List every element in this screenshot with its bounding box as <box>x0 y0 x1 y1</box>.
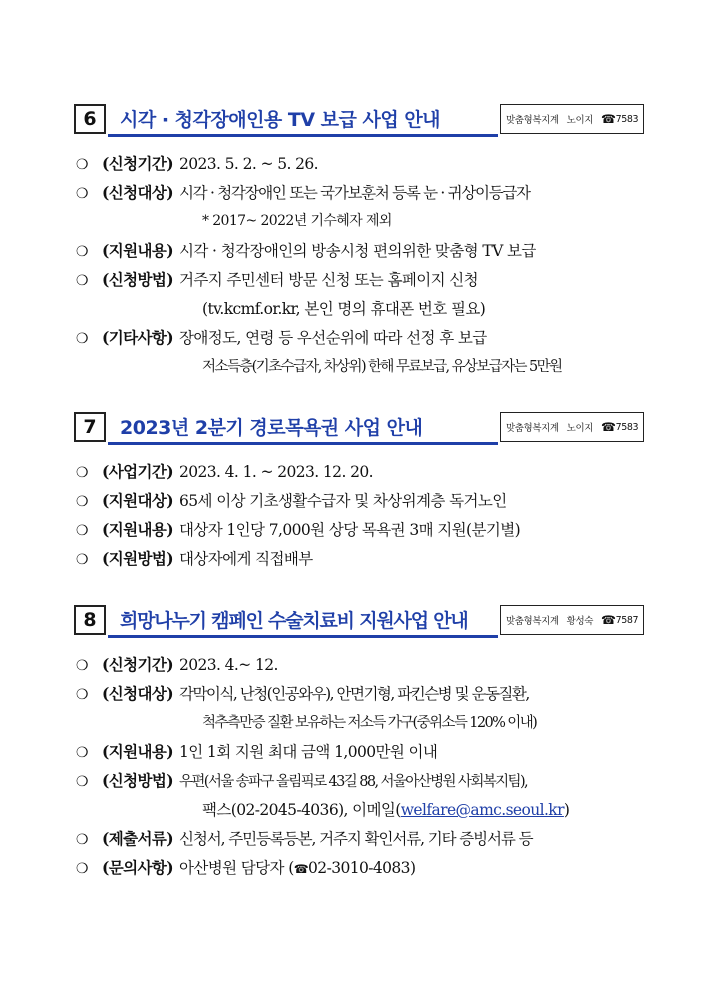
contact-ext: 7583 <box>615 421 639 433</box>
contact-box <box>500 412 644 442</box>
circle-bullet-icon: ❍ <box>76 273 88 289</box>
contact-dept: 맞춤형복지계 <box>506 616 559 627</box>
item-label: (신청방법) <box>102 771 173 790</box>
section-number: 6 <box>74 104 106 134</box>
circle-bullet-icon: ❍ <box>76 244 88 260</box>
item-value: 시각 · 청각장애인의 방송시청 편의위한 맞춤형 TV 보급 <box>178 242 536 260</box>
contact-ext: 7583 <box>615 113 639 125</box>
item-label: (신청기간) <box>102 655 173 674</box>
item-label: (신청기간) <box>102 154 173 173</box>
section-7 <box>74 412 644 568</box>
section-header <box>74 412 644 446</box>
item-label: (신청대상) <box>102 684 173 703</box>
item-value: 대상자에게 직접배부 <box>178 550 313 568</box>
section-title: 희망나누기 캠페인 수술치료비 지원사업 안내 <box>120 610 468 632</box>
circle-bullet-icon: ❍ <box>76 832 88 848</box>
inquiry-suffix: ) <box>409 859 416 877</box>
item-label: (사업기간) <box>102 462 173 481</box>
item-label: (제출서류) <box>102 829 173 848</box>
item-label: (기타사항) <box>102 328 173 347</box>
section-header <box>74 605 644 639</box>
phone-icon: ☎ <box>601 420 616 434</box>
item-value: 1인 1회 지원 최대 금액 1,000만원 이내 <box>178 743 438 761</box>
list-item <box>76 268 644 297</box>
item-value: 2023. 4.~ 12. <box>178 656 278 674</box>
circle-bullet-icon: ❍ <box>76 658 88 674</box>
item-label: (지원방법) <box>102 549 173 568</box>
title-underline <box>108 635 498 638</box>
item-label: (지원내용) <box>102 742 173 761</box>
section-header <box>74 104 644 138</box>
item-value: 거주지 주민센터 방문 신청 또는 홈페이지 신청 <box>178 271 479 289</box>
phone-icon: ☎ <box>601 112 616 126</box>
item-label: (문의사항) <box>102 858 173 877</box>
circle-bullet-icon: ❍ <box>76 687 88 703</box>
contact-ext: 7587 <box>615 614 639 626</box>
list-item <box>76 740 644 769</box>
phone-icon: ☎ <box>601 613 616 627</box>
inquiry-prefix: 아산병원 담당자 ( <box>178 859 294 877</box>
item-label: (신청방법) <box>102 270 173 289</box>
circle-bullet-icon: ❍ <box>76 465 88 481</box>
item-label: (지원대상) <box>102 491 173 510</box>
email-link[interactable]: welfare@amc.seoul.kr <box>400 801 564 819</box>
inquiry-phone: 02-3010-4083 <box>308 859 410 877</box>
list-item <box>76 856 644 885</box>
item-value: 우편(서울 송파구 올림픽로 43길 88, 서울아산병원 사회복지팀), <box>178 774 528 790</box>
list-item-continuation <box>76 210 644 239</box>
list-item <box>76 489 644 518</box>
title-underline <box>108 134 498 137</box>
item-value: 시각 · 청각장애인 또는 국가보훈처 등록 눈 · 귀상이등급자 <box>178 184 530 202</box>
circle-bullet-icon: ❍ <box>76 494 88 510</box>
section-title: 시각 · 청각장애인용 TV 보급 사업 안내 <box>120 109 441 131</box>
circle-bullet-icon: ❍ <box>76 331 88 347</box>
list-item <box>76 326 644 355</box>
section-8 <box>74 605 644 877</box>
item-value: 2023. 5. 2. ~ 5. 26. <box>178 155 318 173</box>
item-value: 각막이식, 난청(인공와우), 안면기형, 파킨슨병 및 운동질환, <box>178 685 529 703</box>
title-underline <box>108 442 498 445</box>
contact-person: 황성숙 <box>566 616 594 627</box>
item-value: * 2017~ 2022년 기수혜자 제외 <box>202 213 392 229</box>
item-list <box>76 152 644 384</box>
item-value: 신청서, 주민등록등본, 거주지 확인서류, 기타 증빙서류 등 <box>178 830 533 848</box>
fax-email-suffix: ) <box>563 801 570 819</box>
list-item <box>76 827 644 856</box>
circle-bullet-icon: ❍ <box>76 774 88 790</box>
contact-person: 노이지 <box>566 423 594 434</box>
list-item <box>76 518 644 547</box>
contact-dept: 맞춤형복지계 <box>506 423 559 434</box>
contact-dept: 맞춤형복지계 <box>506 115 559 126</box>
circle-bullet-icon: ❍ <box>76 861 88 877</box>
list-item <box>76 769 644 798</box>
item-value: 65세 이상 기초생활수급자 및 차상위계층 독거노인 <box>178 492 507 510</box>
list-item <box>76 152 644 181</box>
circle-bullet-icon: ❍ <box>76 552 88 568</box>
list-item <box>76 547 644 576</box>
list-item <box>76 653 644 682</box>
item-value: 대상자 1인당 7,000원 상당 목욕권 3매 지원(분기별) <box>178 521 521 539</box>
item-list <box>76 653 644 885</box>
item-value: 척추측만증 질환 보유하는 저소득 가구(중위소득 120% 이내) <box>202 715 537 731</box>
list-item <box>76 181 644 210</box>
contact-box <box>500 605 644 635</box>
circle-bullet-icon: ❍ <box>76 186 88 202</box>
section-number: 7 <box>74 412 106 442</box>
circle-bullet-icon: ❍ <box>76 745 88 761</box>
fax-email-prefix: 팩스(02-2045-4036), 이메일( <box>202 801 401 819</box>
list-item <box>76 239 644 268</box>
list-item <box>76 460 644 489</box>
item-value: 2023. 4. 1. ~ 2023. 12. 20. <box>178 463 373 481</box>
item-list <box>76 460 644 576</box>
circle-bullet-icon: ❍ <box>76 157 88 173</box>
contact-box <box>500 104 644 134</box>
circle-bullet-icon: ❍ <box>76 523 88 539</box>
item-label: (신청대상) <box>102 183 173 202</box>
list-item-continuation <box>76 297 644 326</box>
list-item <box>76 682 644 711</box>
section-number: 8 <box>74 605 106 635</box>
item-label: (지원내용) <box>102 241 173 260</box>
item-value: 저소득층(기초수급자, 차상위) 한해 무료보급, 유상보급자는 5만원 <box>202 359 562 375</box>
item-label: (지원내용) <box>102 520 173 539</box>
phone-icon: ☎ <box>293 862 309 876</box>
item-value: 장애정도, 연령 등 우선순위에 따라 선정 후 보급 <box>178 329 487 347</box>
item-value: (tv.kcmf.or.kr, 본인 명의 휴대폰 번호 필요) <box>202 300 486 318</box>
contact-person: 노이지 <box>566 115 594 126</box>
list-item-continuation <box>76 711 644 740</box>
list-item-continuation <box>76 798 644 827</box>
section-title: 2023년 2분기 경로목욕권 사업 안내 <box>120 417 423 439</box>
list-item-continuation <box>76 355 644 384</box>
section-6 <box>74 104 644 375</box>
